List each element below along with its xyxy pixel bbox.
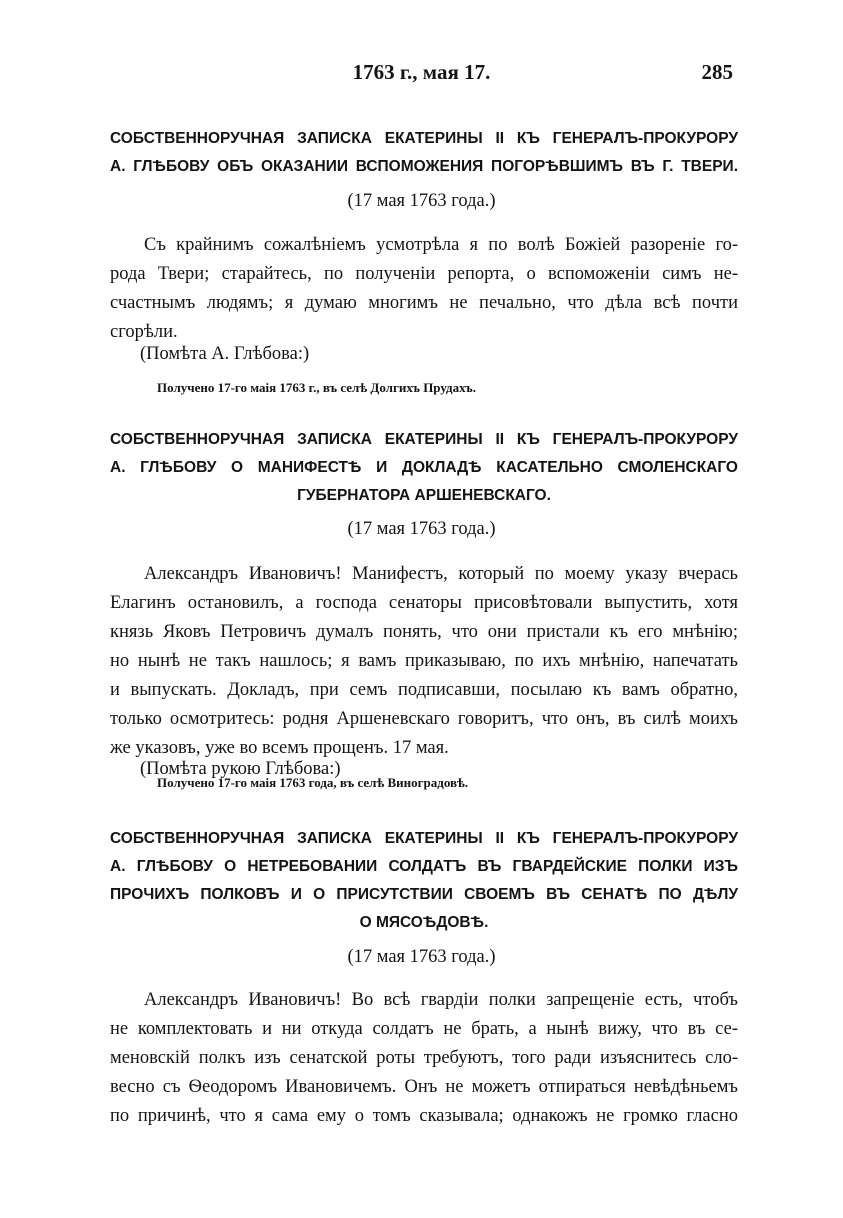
- heading-line: СОБСТВЕННОРУЧНАЯ ЗАПИСКА ЕКАТЕРИНЫ II КЪ ГЕНЕРАЛЪ-ПРОКУРОРУ: [110, 431, 738, 448]
- body-line: счастнымъ людямъ; я думаю многимъ не печально, что дѣла всѣ почти: [110, 293, 738, 313]
- body-line: и выпускать. Докладъ, при семъ подписавши, посылаю къ вамъ обратно,: [110, 680, 738, 700]
- section-1-note: (Помѣта А. Глѣбова:): [140, 344, 310, 364]
- body-line: Александръ Ивановичъ! Во всѣ гвардіи полки запрещеніе есть, чтобъ: [144, 990, 738, 1010]
- section-3-heading: [110, 825, 738, 937]
- section-3-body: [110, 986, 738, 1131]
- heading-line: СОБСТВЕННОРУЧНАЯ ЗАПИСКА ЕКАТЕРИНЫ II КЪ ГЕНЕРАЛЪ-ПРОКУРОРУ: [110, 830, 738, 847]
- body-line: же указовъ, уже во всемъ прощенъ. 17 мая.: [110, 738, 449, 758]
- body-line: только осмотритесь: родня Аршеневскаго говоритъ, что онъ, въ силѣ моихъ: [110, 709, 738, 729]
- body-line: Съ крайнимъ сожалѣніемъ усмотрѣла я по волѣ Божiей разореніе го-: [144, 235, 738, 255]
- body-line: Александръ Ивановичъ! Манифестъ, который по моему указу вчерась: [144, 564, 738, 584]
- section-2-date: (17 мая 1763 года.): [347, 519, 496, 539]
- body-line: весно съ Ѳеодоромъ Ивановичемъ. Онъ не можетъ отпираться невѣдѣньемъ: [110, 1077, 738, 1097]
- section-1-body: [110, 231, 738, 347]
- section-1-heading: [110, 125, 738, 181]
- body-line: не комплектовать и ни откуда солдатъ не брать, а нынѣ вижу, что въ се-: [110, 1019, 738, 1039]
- heading-line: А. ГЛѢБОВУ О МАНИФЕСТѢ И ДОКЛАДѢ КАСАТЕЛЬНО СМОЛЕНСКАГО: [110, 459, 738, 476]
- running-title: 1763 г., мая 17.: [352, 60, 491, 84]
- body-line: рода Твери; старайтесь, по полученіи репорта, о вспоможеніи симъ не-: [110, 264, 738, 284]
- page-number: 285: [701, 60, 733, 84]
- heading-line: СОБСТВЕННОРУЧНАЯ ЗАПИСКА ЕКАТЕРИНЫ II КЪ ГЕНЕРАЛЪ-ПРОКУРОРУ: [110, 130, 738, 147]
- body-line: Елагинъ остановилъ, а господа сенаторы присовѣтовали выпустить, хотя: [110, 593, 738, 613]
- section-1-date: (17 мая 1763 года.): [347, 191, 496, 211]
- heading-line: А. ГЛѢБОВУ О НЕТРЕБОВАНИИ СОЛДАТЪ ВЪ ГВАРДЕЙСКИЕ ПОЛКИ ИЗЪ: [110, 858, 738, 875]
- body-line: князь Яковъ Петровичъ думалъ понять, что они пристали къ его мнѣнію;: [110, 622, 738, 642]
- body-line: сгорѣли.: [110, 322, 178, 342]
- section-2-heading: [110, 426, 738, 510]
- section-2-body: [110, 560, 738, 763]
- section-1-received: Получено 17-го маія 1763 г., въ селѣ Долгихъ Прудахъ.: [157, 380, 476, 395]
- section-2-received: Получено 17-го маія 1763 года, въ селѣ Виноградовѣ.: [157, 775, 469, 790]
- body-line: но нынѣ не такъ нашлось; я вамъ приказываю, по ихъ мнѣнію, напечатать: [110, 651, 738, 671]
- heading-line: ПРОЧИХЪ ПОЛКОВЪ И О ПРИСУТСТВИИ СВОЕМЪ ВЪ СЕНАТѢ ПО ДѢЛУ: [110, 886, 738, 903]
- heading-line: А. ГЛѢБОВУ ОБЪ ОКАЗАНИИ ВСПОМОЖЕНИЯ ПОГОРѢВШИМЪ ВЪ Г. ТВЕРИ.: [110, 158, 738, 175]
- section-2-note: (Помѣта рукою Глѣбова:): [140, 759, 341, 779]
- heading-line: О МЯСОѢДОВѢ.: [359, 914, 489, 931]
- body-line: по причинѣ, что я сама ему о томъ сказывала; однакожъ не громко гласно: [110, 1106, 738, 1126]
- heading-line: ГУБЕРНАТОРА АРШЕНЕВСКАГО.: [297, 487, 551, 504]
- running-header: [0, 60, 843, 90]
- section-3-date: (17 мая 1763 года.): [347, 947, 496, 967]
- body-line: меновскій полкъ изъ сенатской роты требуютъ, того ради изъяснитесь сло-: [110, 1048, 738, 1068]
